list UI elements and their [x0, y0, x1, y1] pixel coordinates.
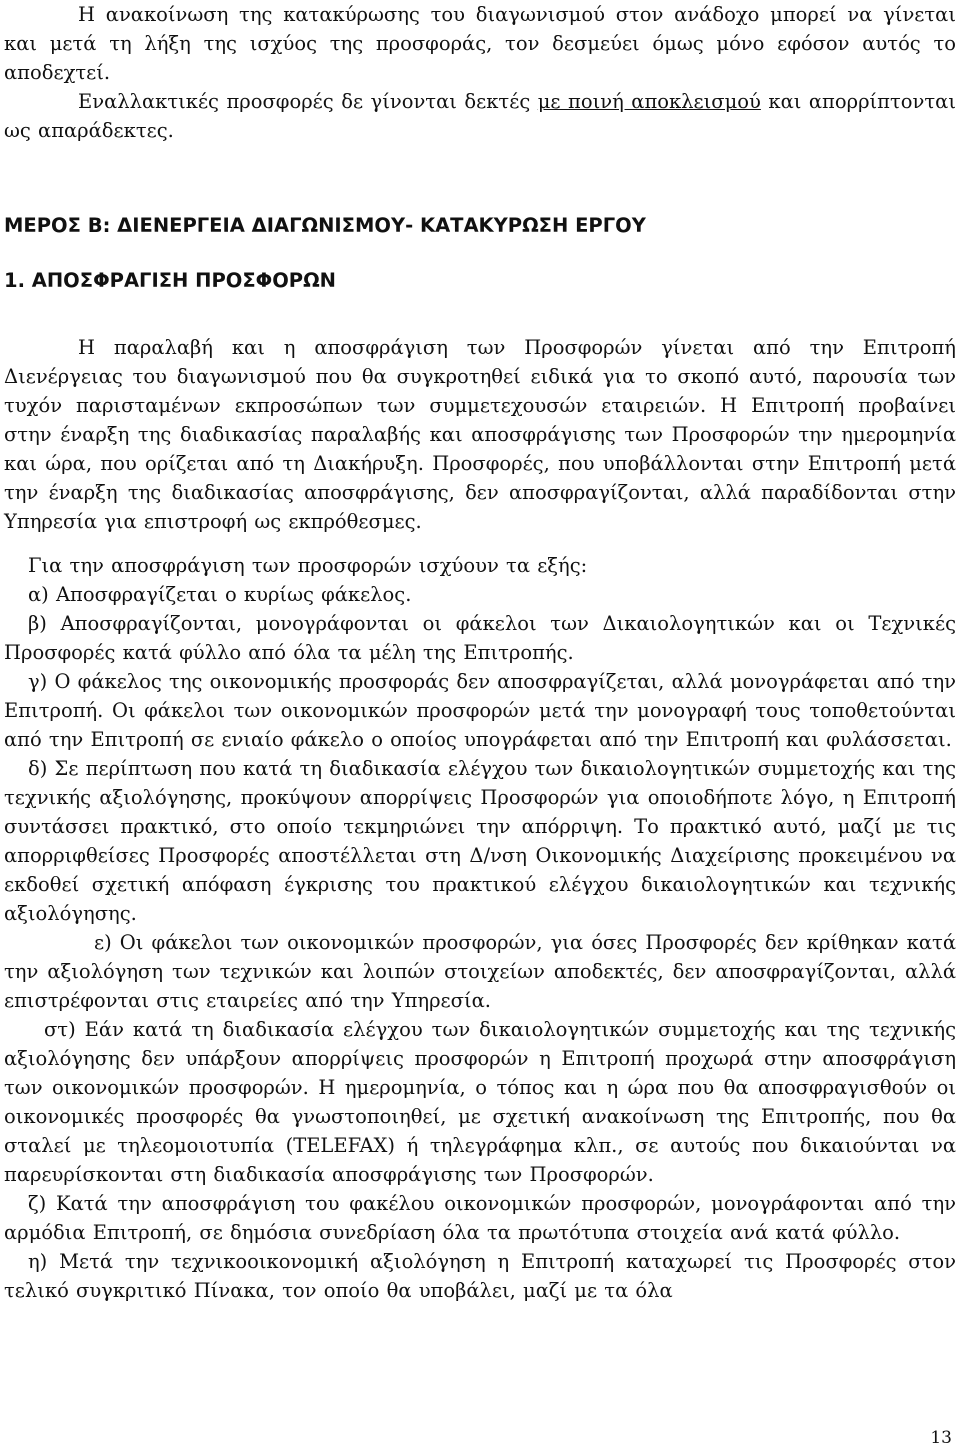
- list-item-d: δ) Σε περίπτωση που κατά τη διαδικασία ελέγχου των δικαιολογητικών συμμετοχής και της τεχνικής αξιολόγησης, προκύψουν απορρίψεις Προσφορών για οποιοδήποτε λόγο, η Επιτροπή συντάσσει πρακτικό, στο οποίο τεκμηριώνει την απόρριψη. Το πρακτικό αυτό, μαζί με τις απορριφθείσες Προσφορές αποστέλλεται στη Δ/νση Οικονομικής Διαχείρισης προκειμένου να εκδοθεί σχετική απόφαση έγκρισης του πρακτικού ελέγχου δικαιολογητικών και τεχνικής αξιολόγησης.: [4, 757, 956, 925]
- intro-paragraph-1: Η ανακοίνωση της κατακύρωσης του διαγωνισμού στον ανάδοχο μπορεί να γίνεται και μετά τη λήξη της ισχύος της προσφοράς, τον δεσμεύει όμως μόνο εφόσον αυτός το αποδεχτεί.: [4, 3, 956, 84]
- list-item-a: α) Αποσφραγίζεται ο κυρίως φάκελος.: [28, 583, 412, 606]
- intro-block: [4, 0, 956, 145]
- intro-paragraph-2-underlined: με ποινή αποκλεισμού: [537, 90, 761, 113]
- list-item-st: στ) Εάν κατά τη διαδικασία ελέγχου των δικαιολογητικών συμμετοχής και της τεχνικής αξιολόγησης δεν υπάρξουν απορρίψεις προσφορών η Επιτροπή προχωρά στην αποσφράγιση των οικονομικών προσφορών. Η ημερομηνία, ο τόπος και η ώρα που θα αποσφραγισθούν οι οικονομικές προσφορές θα γνωστοποιηθεί, με σχετική ανακοίνωση της Επιτροπής, που θα σταλεί με τηλεομοιοτυπία (TELEFAX) ή τηλεγράφημα κλπ., σε αυτούς που δικαιούνται να παρευρίσκονται στη διαδικασία αποσφράγισης των Προσφορών.: [4, 1018, 956, 1186]
- intro-paragraph-2: [4, 87, 956, 145]
- list-intro: Για την αποσφράγιση των προσφορών ισχύουν τα εξής:: [28, 554, 588, 577]
- main-paragraph: Η παραλαβή και η αποσφράγιση των Προσφορών γίνεται από την Επιτροπή Διενέργειας του διαγωνισμού που θα συγκροτηθεί ειδικά για το σκοπό αυτό, παρουσία των τυχόν παρισταμένων εκπροσώπων των συμμετεχουσών εταιρειών. Η Επιτροπή προβαίνει στην έναρξη της διαδικασίας παραλαβής και αποσφράγισης των Προσφορών την ημερομηνία και ώρα, που ορίζεται από τη Διακήρυξη. Προσφορές, που υποβάλλονται στην Επιτροπή μετά την έναρξη της διαδικασίας αποσφράγισης, δεν αποσφραγίζονται, αλλά παραδίδονται στην Υπηρεσία για επιστροφή ως εκπρόθεσμες.: [4, 336, 956, 533]
- section-title: ΜΕΡΟΣ Β: ΔΙΕΝΕΡΓΕΙΑ ΔΙΑΓΩΝΙΣΜΟΥ- ΚΑΤΑΚΥΡΩΣΗ ΕΡΓΟΥ: [4, 214, 646, 237]
- list-item-c: γ) Ο φάκελος της οικονομικής προσφοράς δεν αποσφραγίζεται, αλλά μονογράφεται από την Επιτροπή. Οι φάκελοι των οικονομικών προσφορών μετά την μονογραφή τους τοποθετούνται από την Επιτροπή σε ενιαίο φάκελο ο οποίος υπογράφεται από την Επιτροπή και φυλάσσεται.: [4, 670, 956, 751]
- page-number: 13: [930, 1428, 952, 1448]
- list-item-b: β) Αποσφραγίζονται, μονογράφονται οι φάκελοι των Δικαιολογητικών και οι Τεχνικές Προσφορές κατά φύλλο από όλα τα μέλη της Επιτροπής.: [4, 612, 956, 664]
- intro-paragraph-2-text-b: και απορρίπτονται ως απαράδεκτες.: [4, 90, 956, 142]
- list-item-z: ζ) Κατά την αποσφράγιση του φακέλου οικονομικών προσφορών, μονογράφονται από την αρμόδια Επιτροπή, σε δημόσια συνεδρίαση όλα τα πρωτότυπα στοιχεία ανά κατά φύλλο.: [4, 1192, 956, 1244]
- list-item-e: ε) Οι φάκελοι των οικονομικών προσφορών, για όσες Προσφορές δεν κρίθηκαν κατά την αξιολόγηση των τεχνικών και λοιπών στοιχείων αποδεκτές, δεν αποσφραγίζονται, αλλά επιστρέφονται στις εταιρείες από την Υπηρεσία.: [4, 931, 956, 1012]
- list-item-h: η) Μετά την τεχνικοοικονομική αξιολόγηση η Επιτροπή καταχωρεί τις Προσφορές στον τελικό συγκριτικό Πίνακα, τον οποίο θα υποβάλει, μαζί με τα όλα: [4, 1250, 956, 1302]
- intro-paragraph-2-text-a: Εναλλακτικές προσφορές δε γίνονται δεκτές: [78, 90, 538, 113]
- subsection-title: 1. ΑΠΟΣΦΡΑΓΙΣΗ ΠΡΟΣΦΟΡΩΝ: [4, 269, 336, 292]
- body-block: [4, 333, 956, 1305]
